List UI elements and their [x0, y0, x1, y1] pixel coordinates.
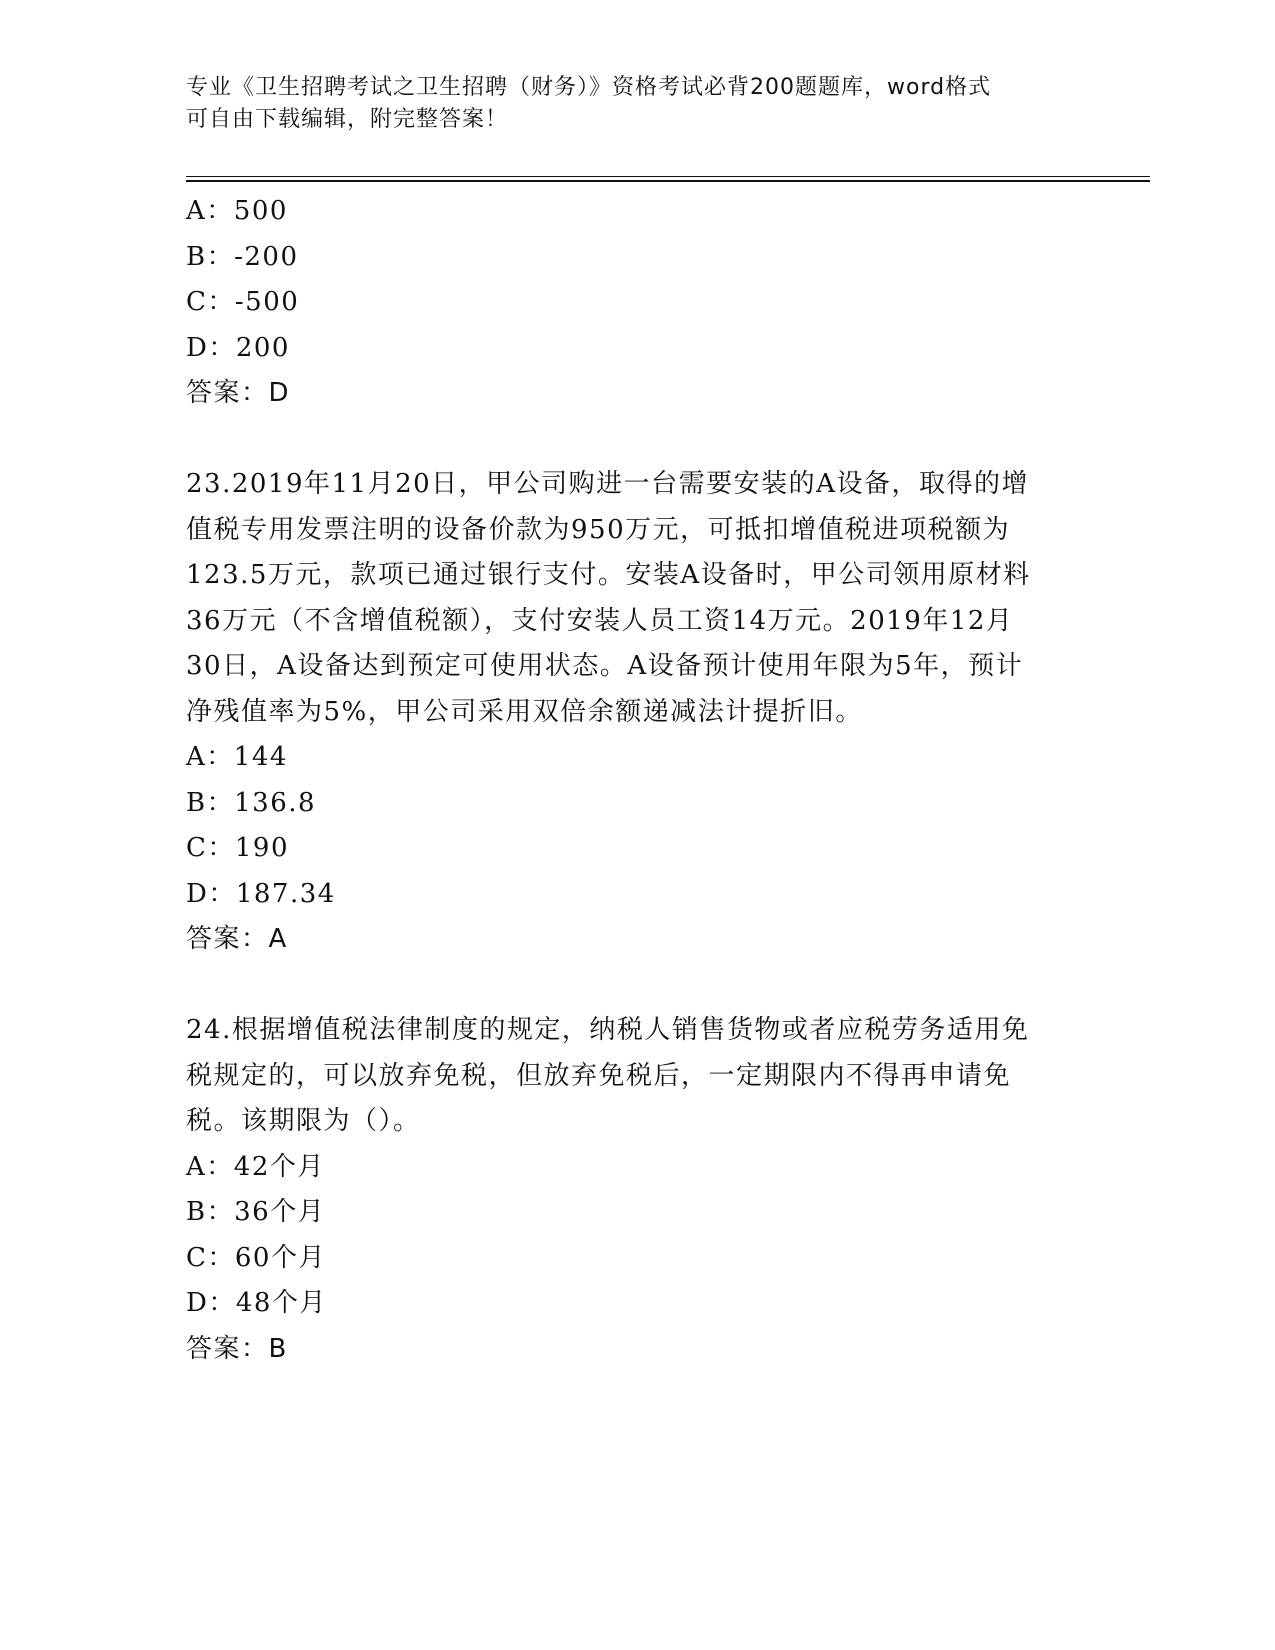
option-d: D：48个月	[186, 1288, 327, 1318]
question-text-line: 税规定的，可以放弃免税，但放弃免税后，一定期限内不得再申请免	[186, 1060, 1012, 1091]
question-text-line: 23.2019年11月20日，甲公司购进一台需要安装的A设备，取得的增	[186, 469, 1029, 499]
spacer	[186, 963, 1086, 1009]
option-b: B：-200	[186, 241, 299, 272]
question-23	[186, 462, 1086, 963]
question-text-line: 24.根据增值税法律制度的规定，纳税人销售货物或者应税劳务适用免	[186, 1015, 1030, 1045]
question-text-line: 税。该期限为（）。	[186, 1106, 421, 1136]
document-body	[186, 189, 1086, 1372]
option-d: D：200	[186, 332, 290, 363]
header-divider-thin	[186, 176, 1150, 177]
option-a: A：500	[186, 196, 288, 226]
option-b: B：136.8	[186, 787, 317, 818]
option-c: C：190	[186, 833, 290, 863]
spacer	[186, 417, 1086, 463]
question-text-line: 净残值率为5%，甲公司采用双倍余额递减法计提折旧。	[186, 696, 863, 727]
question-text-line: 123.5万元，款项已通过银行支付。安装A设备时，甲公司领用原材料	[186, 560, 1031, 590]
header-line-1: 专业《卫生招聘考试之卫生招聘（财务）》资格考试必背200题题库，word格式	[186, 75, 992, 100]
answer-line: 答案：A	[186, 924, 288, 954]
option-c: C：60个月	[186, 1242, 326, 1273]
option-c: C：-500	[186, 287, 300, 317]
document-header	[186, 72, 1066, 136]
header-divider-thick	[186, 180, 1150, 182]
question-24	[186, 1008, 1086, 1372]
question-22	[186, 189, 1086, 417]
header-line-2: 可自由下载编辑，附完整答案！	[186, 107, 509, 132]
answer-line: 答案：B	[186, 1333, 288, 1364]
option-a: A：144	[186, 742, 288, 772]
question-text-line: 值税专用发票注明的设备价款为950万元，可抵扣增值税进项税额为	[186, 514, 1011, 545]
question-text-line: 36万元（不含增值税额），支付安装人员工资14万元。2019年12月	[186, 605, 1014, 636]
option-a: A：42个月	[186, 1151, 325, 1182]
question-text-line: 30日，A设备达到预定可使用状态。A设备预计使用年限为5年，预计	[186, 651, 1024, 681]
answer-line: 答案：D	[186, 378, 291, 408]
option-d: D：187.34	[186, 878, 336, 909]
option-b: B：36个月	[186, 1197, 326, 1227]
